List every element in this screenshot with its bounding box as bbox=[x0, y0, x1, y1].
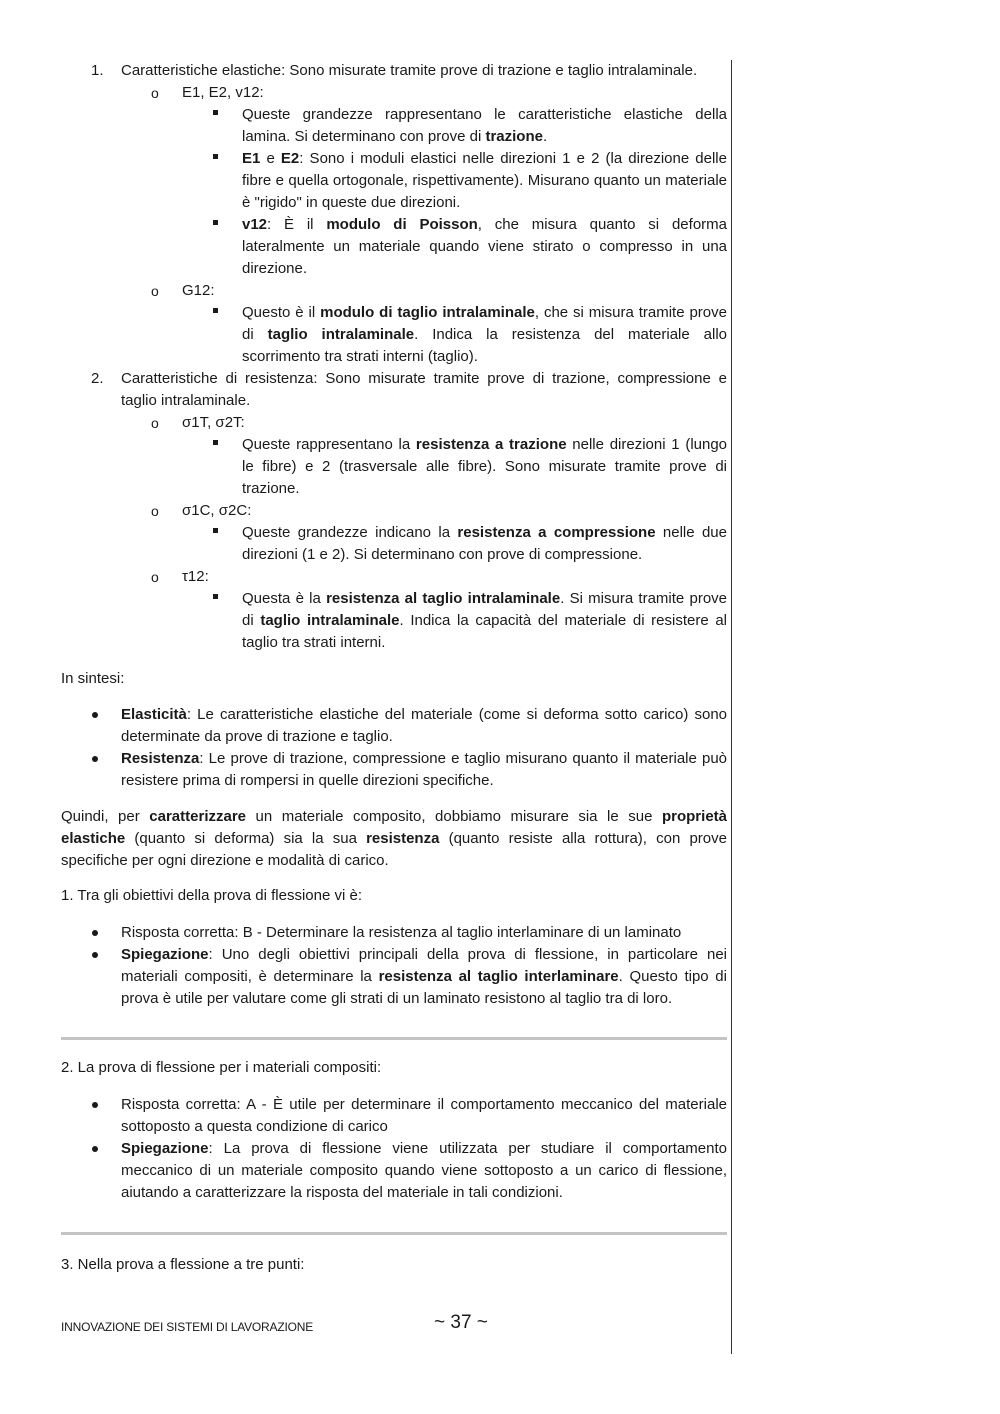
detail-point bbox=[61, 104, 727, 148]
bold-term: Elasticità bbox=[121, 706, 187, 723]
question-1: 1. Tra gli obiettivi della prova di flessione vi è: bbox=[61, 887, 362, 904]
detail-text: Queste rappresentano la resistenza a trazione nelle direzioni 1 (lungo le fibre) e 2 (trasversale alle fibre). Sono misurate tramite prove di trazione. bbox=[242, 436, 728, 497]
question-2-answers bbox=[61, 1094, 727, 1204]
detail-text: E1 e E2: Sono i moduli elastici nelle direzioni 1 e 2 (la direzione delle fibre e quella ortogonale, rispettivamente). Misurano quanto un materiale è "rigido" in queste due direzioni. bbox=[242, 150, 727, 211]
bold-term: E2 bbox=[280, 150, 300, 167]
dot-bullet-icon bbox=[92, 712, 98, 718]
numbered-item-2 bbox=[61, 368, 727, 412]
sub-item-label: E1, E2, v12: bbox=[182, 84, 264, 101]
footer-course-title: INNOVAZIONE DEI SISTEMI DI LAVORAZIONE bbox=[61, 1320, 313, 1334]
square-bullet-icon bbox=[213, 154, 218, 159]
circle-bullet-icon: o bbox=[151, 85, 159, 101]
circle-bullet-icon: o bbox=[151, 283, 159, 299]
bold-term: Spiegazione bbox=[121, 1140, 209, 1157]
detail-point bbox=[61, 148, 727, 214]
sub-item-label: σ1T, σ2T: bbox=[182, 414, 245, 431]
question-2: 2. La prova di flessione per i materiali compositi: bbox=[61, 1059, 382, 1076]
bold-term: caratterizzare bbox=[149, 808, 247, 825]
detail-point bbox=[61, 302, 727, 368]
bold-term: Spiegazione bbox=[121, 946, 209, 963]
circle-bullet-icon: o bbox=[151, 503, 159, 519]
circle-bullet-icon: o bbox=[151, 569, 159, 585]
dot-bullet-icon bbox=[92, 756, 98, 762]
bold-term: trazione bbox=[485, 128, 543, 145]
numbered-item-text: Caratteristiche di resistenza: Sono misurate tramite prove di trazione, compressione e taglio intralaminale. bbox=[121, 370, 727, 409]
bullet-item bbox=[61, 1138, 727, 1204]
square-bullet-icon bbox=[213, 528, 218, 533]
question-1-answers bbox=[61, 922, 727, 1010]
page-number: ~ 37 ~ bbox=[434, 1312, 488, 1333]
main-text bbox=[61, 60, 727, 1276]
square-bullet-icon bbox=[213, 110, 218, 115]
list-number: 1. bbox=[91, 62, 104, 79]
dot-bullet-icon bbox=[92, 1102, 98, 1108]
summary-list bbox=[61, 704, 727, 792]
circle-bullet-icon: o bbox=[151, 415, 159, 431]
detail-point bbox=[61, 434, 727, 500]
dot-bullet-icon bbox=[92, 952, 98, 958]
section1-subitems bbox=[61, 82, 727, 368]
sub-item bbox=[61, 566, 727, 588]
detail-point bbox=[61, 214, 727, 280]
sub-item-label: τ12: bbox=[182, 568, 209, 585]
bullet-text: Spiegazione: La prova di flessione viene utilizzata per studiare il comportamento meccanico di un materiale composito quando viene sottoposto a un carico di flessione, aiutando a caratterizzare la risposta del materiale in tali condizioni. bbox=[121, 1140, 727, 1201]
bold-term: taglio intralaminale bbox=[260, 612, 400, 629]
sub-item-label: σ1C, σ2C: bbox=[182, 502, 252, 519]
detail-point bbox=[61, 522, 727, 566]
bold-term: Resistenza bbox=[121, 750, 200, 767]
dot-bullet-icon bbox=[92, 930, 98, 936]
sub-item bbox=[61, 82, 727, 104]
separator bbox=[61, 1232, 727, 1235]
numbered-item-text: Caratteristiche elastiche: Sono misurate tramite prove di trazione e taglio intralaminale. bbox=[121, 62, 698, 79]
sub-item-label: G12: bbox=[182, 282, 215, 299]
summary-heading: In sintesi: bbox=[61, 670, 125, 687]
bold-term: v12 bbox=[242, 216, 268, 233]
square-bullet-icon bbox=[213, 220, 218, 225]
section2-subitems bbox=[61, 412, 727, 654]
detail-text: Questo è il modulo di taglio intralaminale, che si misura tramite prove di taglio intralaminale. Indica la resistenza del materiale allo scorrimento tra strati interni (taglio). bbox=[242, 304, 728, 365]
question-3: 3. Nella prova a flessione a tre punti: bbox=[61, 1256, 305, 1273]
bullet-item bbox=[61, 1094, 727, 1138]
detail-point bbox=[61, 588, 727, 654]
detail-text: Queste grandezze rappresentano le caratteristiche elastiche della lamina. Si determinano con prove di trazione. bbox=[242, 106, 727, 145]
bold-term: modulo di taglio intralaminale bbox=[320, 304, 535, 321]
bold-term: resistenza al taglio intralaminale bbox=[326, 590, 561, 607]
separator bbox=[61, 1037, 727, 1040]
bold-term: resistenza a compressione bbox=[457, 524, 656, 541]
margin-rule bbox=[731, 60, 732, 1354]
bullet-text: Resistenza: Le prove di trazione, compressione e taglio misurano quanto il materiale può resistere prima di rompersi in quelle direzioni specifiche. bbox=[121, 750, 727, 789]
bold-term: proprietà elastiche bbox=[61, 808, 727, 847]
bold-term: E1 bbox=[242, 150, 261, 167]
bold-term: taglio intralaminale bbox=[267, 326, 415, 343]
bold-term: resistenza a trazione bbox=[415, 436, 567, 453]
bullet-item bbox=[61, 704, 727, 748]
square-bullet-icon bbox=[213, 440, 218, 445]
bullet-text: Risposta corretta: B - Determinare la resistenza al taglio interlaminare di un laminato bbox=[121, 924, 682, 941]
bullet-text: Risposta corretta: A - È utile per determinare il comportamento meccanico del materiale sottoposto a questa condizione di carico bbox=[121, 1096, 727, 1135]
detail-text: Questa è la resistenza al taglio intralaminale. Si misura tramite prove di taglio intralaminale. Indica la capacità del materiale di resistere al taglio tra strati interni. bbox=[242, 590, 728, 651]
conclusion-paragraph: Quindi, per caratterizzare un materiale composito, dobbiamo misurare sia le sue proprietà elastiche (quanto si deforma) sia la sua resistenza (quanto resiste alla rottura), con prove specifiche per ogni direzione e modalità di carico. bbox=[61, 808, 727, 869]
sub-item bbox=[61, 412, 727, 434]
bold-term: resistenza al taglio interlaminare bbox=[378, 968, 619, 985]
detail-text: v12: È il modulo di Poisson, che misura quanto si deforma lateralmente un materiale quando viene stirato o compresso in una direzione. bbox=[242, 216, 727, 277]
square-bullet-icon bbox=[213, 594, 218, 599]
bullet-item bbox=[61, 748, 727, 792]
sub-item bbox=[61, 280, 727, 302]
bullet-item bbox=[61, 922, 727, 944]
square-bullet-icon bbox=[213, 308, 218, 313]
bold-term: modulo di Poisson bbox=[326, 216, 478, 233]
sub-item bbox=[61, 500, 727, 522]
bold-term: resistenza bbox=[366, 830, 440, 847]
detail-text: Queste grandezze indicano la resistenza a compressione nelle due direzioni (1 e 2). Si determinano con prove di compressione. bbox=[242, 524, 727, 563]
list-number: 2. bbox=[91, 370, 104, 387]
dot-bullet-icon bbox=[92, 1146, 98, 1152]
bullet-text: Spiegazione: Uno degli obiettivi principali della prova di flessione, in particolare nei materiali compositi, è determinare la resistenza al taglio interlaminare. Questo tipo di prova è utile per valutare come gli strati di un laminato resistono al taglio tra di loro. bbox=[121, 946, 727, 1007]
numbered-item-1 bbox=[61, 60, 727, 82]
bullet-text: Elasticità: Le caratteristiche elastiche del materiale (come si deforma sotto carico) sono determinate da prove di trazione e taglio. bbox=[121, 706, 727, 745]
bullet-item bbox=[61, 944, 727, 1010]
